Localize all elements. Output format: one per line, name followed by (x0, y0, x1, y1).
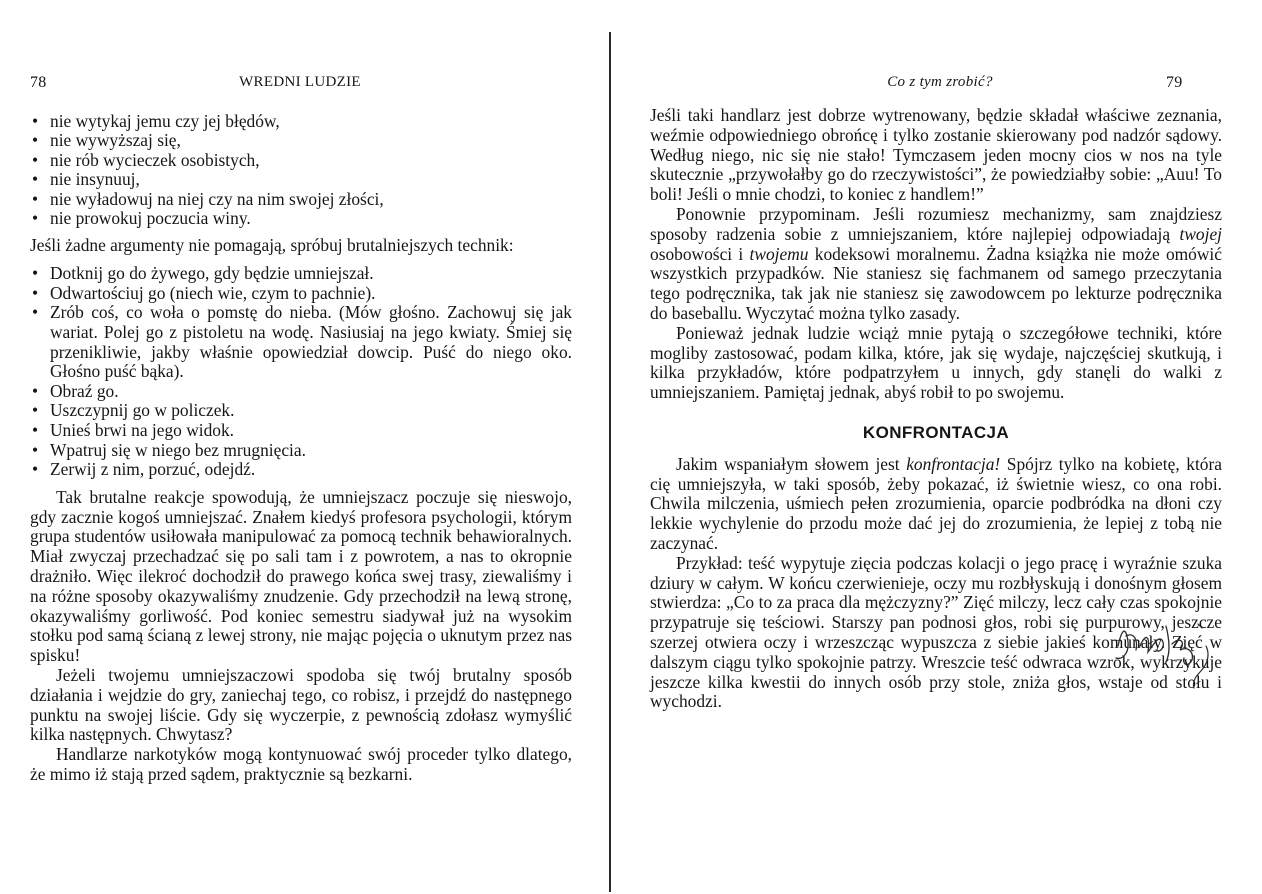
paragraph: Jeśli żadne argumenty nie pomagają, spróbuj brutalniejszych technik: (30, 235, 514, 256)
text-run: osobowości i (650, 243, 750, 264)
left-page (0, 0, 600, 894)
list-item: • nie rób wycieczek osobistych, (30, 151, 572, 170)
bullet-list-1 (30, 112, 572, 228)
list-item: • Zerwij z nim, porzuć, odejdź. (30, 460, 572, 480)
list-item: • Zrób coś, co woła o pomstę do nieba. (Mów głośno. Zachowuj się jak wariat. Polej go z pistoletu na wodę. Nasiusiaj na jego kwiaty. Śmiej się przenikliwie, jakby właśnie opowiedział dowcip. Puść do niego oko. Głośno puść bąka). (30, 303, 572, 381)
emphasis: twojemu (749, 243, 809, 264)
emphasis: twojej (1179, 223, 1222, 244)
running-head-left: WREDNI LUDZIE (239, 74, 361, 90)
emphasis: konfrontacja! (906, 453, 1001, 474)
section-title: KONFRONTACJA (862, 422, 1010, 442)
paragraph (650, 205, 1222, 324)
page-number-left: 78 (30, 74, 47, 91)
text-run: kodeksowi moralnemu. Żadna książka nie może omówić wszystkich przypadków. Nie staniesz się fachmanem od samego przeczytania tego podręcznika, tak jak nie staniesz się zawodowcem po lekturze podręcznika do baseballu. Wyczytać można tylko zasady. (650, 243, 1222, 323)
paragraph (650, 455, 1222, 554)
right-page (618, 0, 1262, 894)
list-item: • Obraź go. (30, 382, 572, 402)
handwritten-scribble-icon (1088, 606, 1218, 690)
paragraph: Tak brutalne reakcje spowodują, że umniejszacz poczuje się nieswojo, gdy zacznie kogoś umniejszać. Znałem kiedyś profesora psychologii, którym grupa studentów usiłowała manipulować za pomocą technik behawioralnych. Miał zwyczaj przechadzać się po sali tam i z powrotem, a nas to okropnie drażniło. Więc ilekroć dochodził do prawego końca swej trasy, ziewaliśmy i na różne sposoby okazywaliśmy znudzenie. Gdy przechodził na lewą stronę, okazywaliśmy gorliwość. Pod koniec semestru siadywał już na wysokim stołku pod samą ścianą z lewej strony, nie mając pojęcia o uknutym przez nas spisku! (30, 486, 572, 666)
list-item: • nie wytykaj jemu czy jej błędów, (30, 112, 572, 131)
running-head-right: Co z tym zrobić? (887, 74, 993, 90)
list-item: • Unieś brwi na jego widok. (30, 421, 572, 441)
paragraph: Jeśli taki handlarz jest dobrze wytrenowany, będzie składał właściwe zeznania, weźmie odpowiedniego obrońcę i tylko zostanie skierowany pod nadzór sądowy. Według niego, nic się nie stało! Tymczasem jeden mocny cios w nos na tyle skutecznie „przywołałby go do rzeczywistości”, że powiedziałby sobie: „Auu! To boli! Jeśli o mnie chodzi, to koniec z handlem!” (650, 105, 1222, 205)
paragraph: Handlarze narkotyków mogą kontynuować swój proceder tylko dlatego, że mimo iż stają przed sądem, praktycznie są bezkarni. (30, 744, 572, 784)
list-item: • Uszczypnij go w policzek. (30, 401, 572, 421)
list-item: • Wpatruj się w niego bez mrugnięcia. (30, 441, 572, 461)
left-page-body (30, 112, 572, 785)
list-item: • Odwartościuj go (niech wie, czym to pachnie). (30, 284, 572, 304)
bullet-list-2 (30, 264, 572, 480)
page-number-right: 79 (1166, 74, 1183, 91)
list-item: • nie insynuuj, (30, 170, 572, 189)
list-item: • Dotknij go do żywego, gdy będzie umniejszał. (30, 264, 572, 284)
text-run: Spójrz tylko na kobietę, która cię umniejszyła, w taki sposób, żeby pokazać, iż świetnie wiesz, co ona robi. Chwila milczenia, uśmiech pełen zrozumienia, oparcie podbródka na dłoni czy lekkie wychylenie do przodu może dać jej do zrozumienia, że lepiej z tobą nie zaczynać. (650, 453, 1222, 553)
list-item: • nie wyładowuj na niej czy na nim swojej złości, (30, 190, 572, 209)
list-item: • nie prowokuj poczucia winy. (30, 209, 572, 228)
paragraph: Ponieważ jednak ludzie wciąż mnie pytają o szczegółowe techniki, które mogliby zastosować, podam kilka, które, jak się wydaje, najczęściej skutkują, i kilka przykładów, które podpatrzyłem u innych, gdy stanęli do walki z umniejszaniem. Pamiętaj jednak, abyś robił to po swojemu. (650, 322, 1222, 403)
text-run: Ponownie przypominam. Jeśli rozumiesz mechanizmy, sam znajdziesz sposoby radzenia sobie z umniejszaniem, które najlepiej odpowiadają (650, 203, 1222, 244)
text-run: Jakim wspaniałym słowem jest (676, 453, 907, 474)
list-item: • nie wywyższaj się, (30, 131, 572, 150)
paragraph: Jeżeli twojemu umniejszaczowi spodoba się twój brutalny sposób działania i wejdzie do gry, zaniechaj tego, co robisz, i przejdź do następnego punktu na swojej liście. Gdy się wyczerpie, z pewnością zdołasz wymyślić kilka następnych. Chwytasz? (30, 664, 572, 745)
book-spine-divider (609, 32, 611, 892)
paragraph: Przykład: teść wypytuje zięcia podczas kolacji o jego pracę i wyraźnie szuka dziury w całym. W końcu czerwienieje, oczy mu rozbłyskują i donośnym głosem stwierdza: „Co to za praca dla mężczyzny?” Zięć milczy, lecz cały czas spokojnie przypatruje się teściowi. Starszy pan podnosi głos, robi się purpurowy, jeszcze szerzej otwiera oczy i wrzeszcząc wypuszcza z siebie jakieś komunały. Zięć w dalszym ciągu tylko spokojnie patrzy. Wreszcie teść odwraca wzrok, wykrzykuje jeszcze kilka kwestii do innych osób przy stole, zniża głos, wstaje od stołu i wychodzi. (650, 552, 1222, 712)
